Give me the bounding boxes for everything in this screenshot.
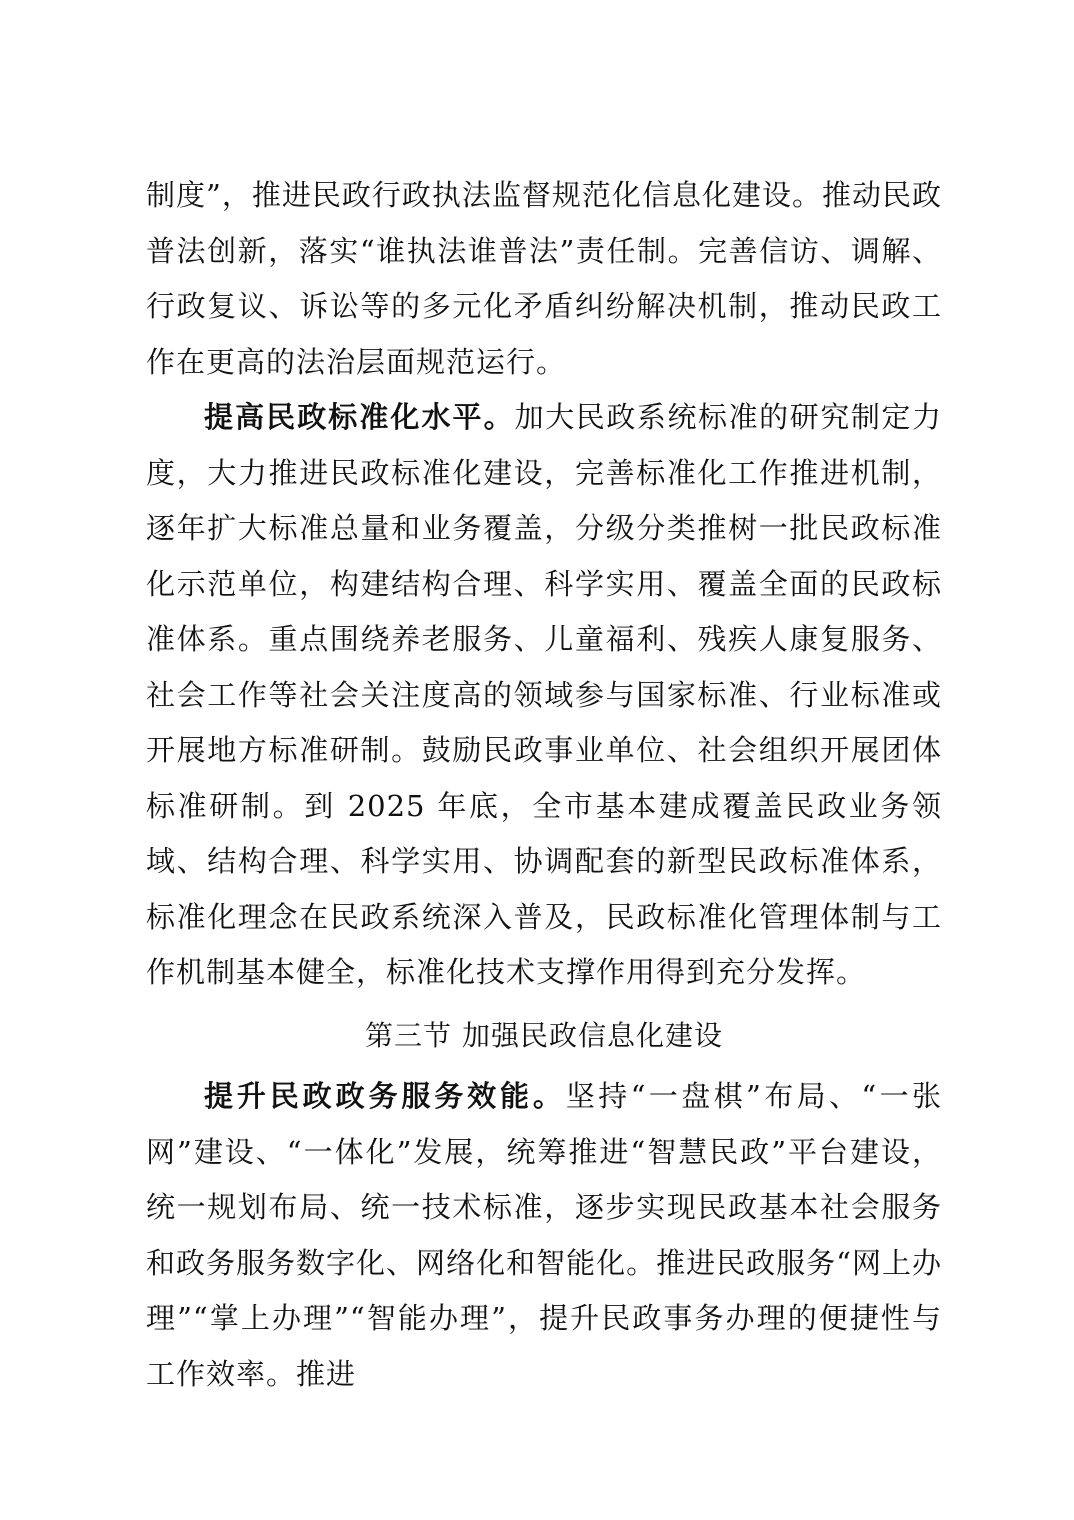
paragraph-text: 制度”，推进民政行政执法监督规范化信息化建设。推动民政普法创新，落实“谁执法谁普法”责任制。完善信访、调解、行政复议、诉讼等的多元化矛盾纠纷解决机制，推动民政工作在更高的法治层面规范运行。 (146, 178, 942, 379)
paragraph-text: 坚持“一盘棋”布局、“一张网”建设、“一体化”发展，统筹推进“智慧民政”平台建设，统一规划布局、统一技术标准，逐步实现民政基本社会服务和政务服务数字化、网络化和智能化。推进民政服务“网上办理”“掌上办理”“智能办理”，提升民政事务办理的便捷性与工作效率。推进 (146, 1079, 942, 1391)
document-page (146, 168, 942, 1402)
paragraph-standardization (146, 390, 942, 1001)
paragraph-text: 加大民政系统标准的研究制定力度，大力推进民政标准化建设，完善标准化工作推进机制，逐年扩大标准总量和业务覆盖，分级分类推树一批民政标准化示范单位，构建结构合理、科学实用、覆盖全面的民政标准体系。重点围绕养老服务、儿童福利、残疾人康复服务、社会工作等社会关注度高的领域参与国家标准、行业标准或开展地方标准研制。鼓励民政事业单位、社会组织开展团体标准研制。到 2025 年底，全市基本建成覆盖民政业务领域、结构合理、科学实用、协调配套的新型民政标准体系，标准化理念在民政系统深入普及，民政标准化管理体制与工作机制基本健全，标准化技术支撑作用得到充分发挥。 (146, 400, 942, 989)
paragraph-legal-system (146, 168, 942, 390)
paragraph-lead-heading: 提升民政政务服务效能。 (204, 1079, 566, 1113)
paragraph-government-services (146, 1069, 942, 1402)
section-title: 第三节 加强民政信息化建设 (365, 1018, 723, 1052)
paragraph-lead-heading: 提高民政标准化水平。 (204, 400, 515, 434)
